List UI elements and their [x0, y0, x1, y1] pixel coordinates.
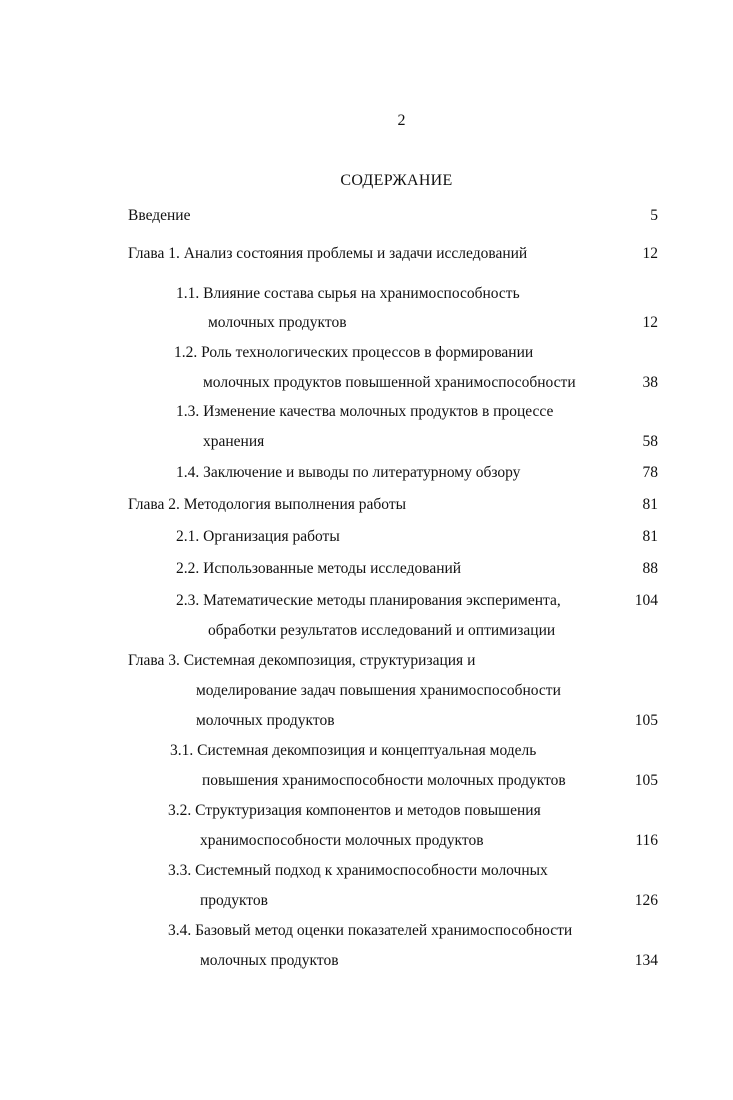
toc-entry-text: 2.3. Математические методы планирования эксперимента,	[176, 592, 561, 609]
toc-entry-text: обработки результатов исследований и оптимизации	[208, 622, 556, 639]
toc-entry-text: хранимоспособности молочных продуктов	[200, 832, 484, 849]
toc-entry-page: 116	[635, 832, 658, 849]
toc-entry-text: продуктов	[200, 892, 268, 909]
toc-entry-text: хранения	[203, 433, 265, 450]
toc-entry-page: 104	[634, 592, 658, 609]
toc-title: СОДЕРЖАНИЕ	[340, 172, 453, 189]
toc-entry-page: 12	[642, 245, 658, 262]
toc-entry-text: 2.1. Организация работы	[176, 528, 340, 545]
toc-entry-page: 5	[650, 207, 658, 224]
toc-entry-text: моделирование задач повышения хранимоспособности	[196, 682, 561, 699]
toc-entry-page: 58	[642, 433, 658, 450]
toc-entry-text: 3.2. Структуризация компонентов и методов повышения	[168, 802, 541, 819]
toc-entry-text: 2.2. Использованные методы исследований	[176, 560, 462, 577]
toc-entry-text: 3.3. Системный подход к хранимоспособности молочных	[168, 862, 548, 879]
toc-entry-page: 12	[642, 314, 658, 331]
toc-entry-page: 105	[634, 772, 658, 789]
toc-entry-text: 1.4. Заключение и выводы по литературному обзору	[176, 464, 521, 481]
toc-entry-text: повышения хранимоспособности молочных продуктов	[202, 772, 566, 789]
toc-entry-page: 81	[642, 528, 658, 545]
toc-entry-text: 1.1. Влияние состава сырья на хранимоспособность	[176, 285, 520, 302]
toc-entry-text: молочных продуктов	[208, 314, 347, 331]
toc-entry-text: 1.2. Роль технологических процессов в формировании	[174, 344, 534, 361]
toc-entry-page: 38	[642, 374, 658, 391]
toc-entry-page: 134	[634, 952, 658, 969]
toc-entry-text: молочных продуктов	[196, 712, 335, 729]
toc-entry-page: 105	[634, 712, 658, 729]
toc-entry-page: 78	[642, 464, 658, 481]
toc-entry-text: Глава 2. Методология выполнения работы	[128, 496, 407, 513]
toc-entry-text: Глава 1. Анализ состояния проблемы и задачи исследований	[128, 245, 528, 262]
toc-entry-page: 88	[642, 560, 658, 577]
page-number: 2	[397, 112, 406, 129]
toc-entry-text: 3.1. Системная декомпозиция и концептуальная модель	[170, 742, 537, 759]
toc-entry-text: 3.4. Базовый метод оценки показателей хранимоспособности	[168, 922, 573, 939]
toc-entry-text: Глава 3. Системная декомпозиция, структуризация и	[128, 652, 476, 669]
toc-entry-text: 1.3. Изменение качества молочных продуктов в процессе	[176, 403, 554, 420]
toc-entry-text: Введение	[128, 207, 191, 224]
toc-entry-page: 81	[642, 496, 658, 513]
toc-entry-text: молочных продуктов	[200, 952, 339, 969]
toc-entry-page: 126	[634, 892, 658, 909]
toc-entry-text: молочных продуктов повышенной хранимоспособности	[203, 374, 576, 391]
